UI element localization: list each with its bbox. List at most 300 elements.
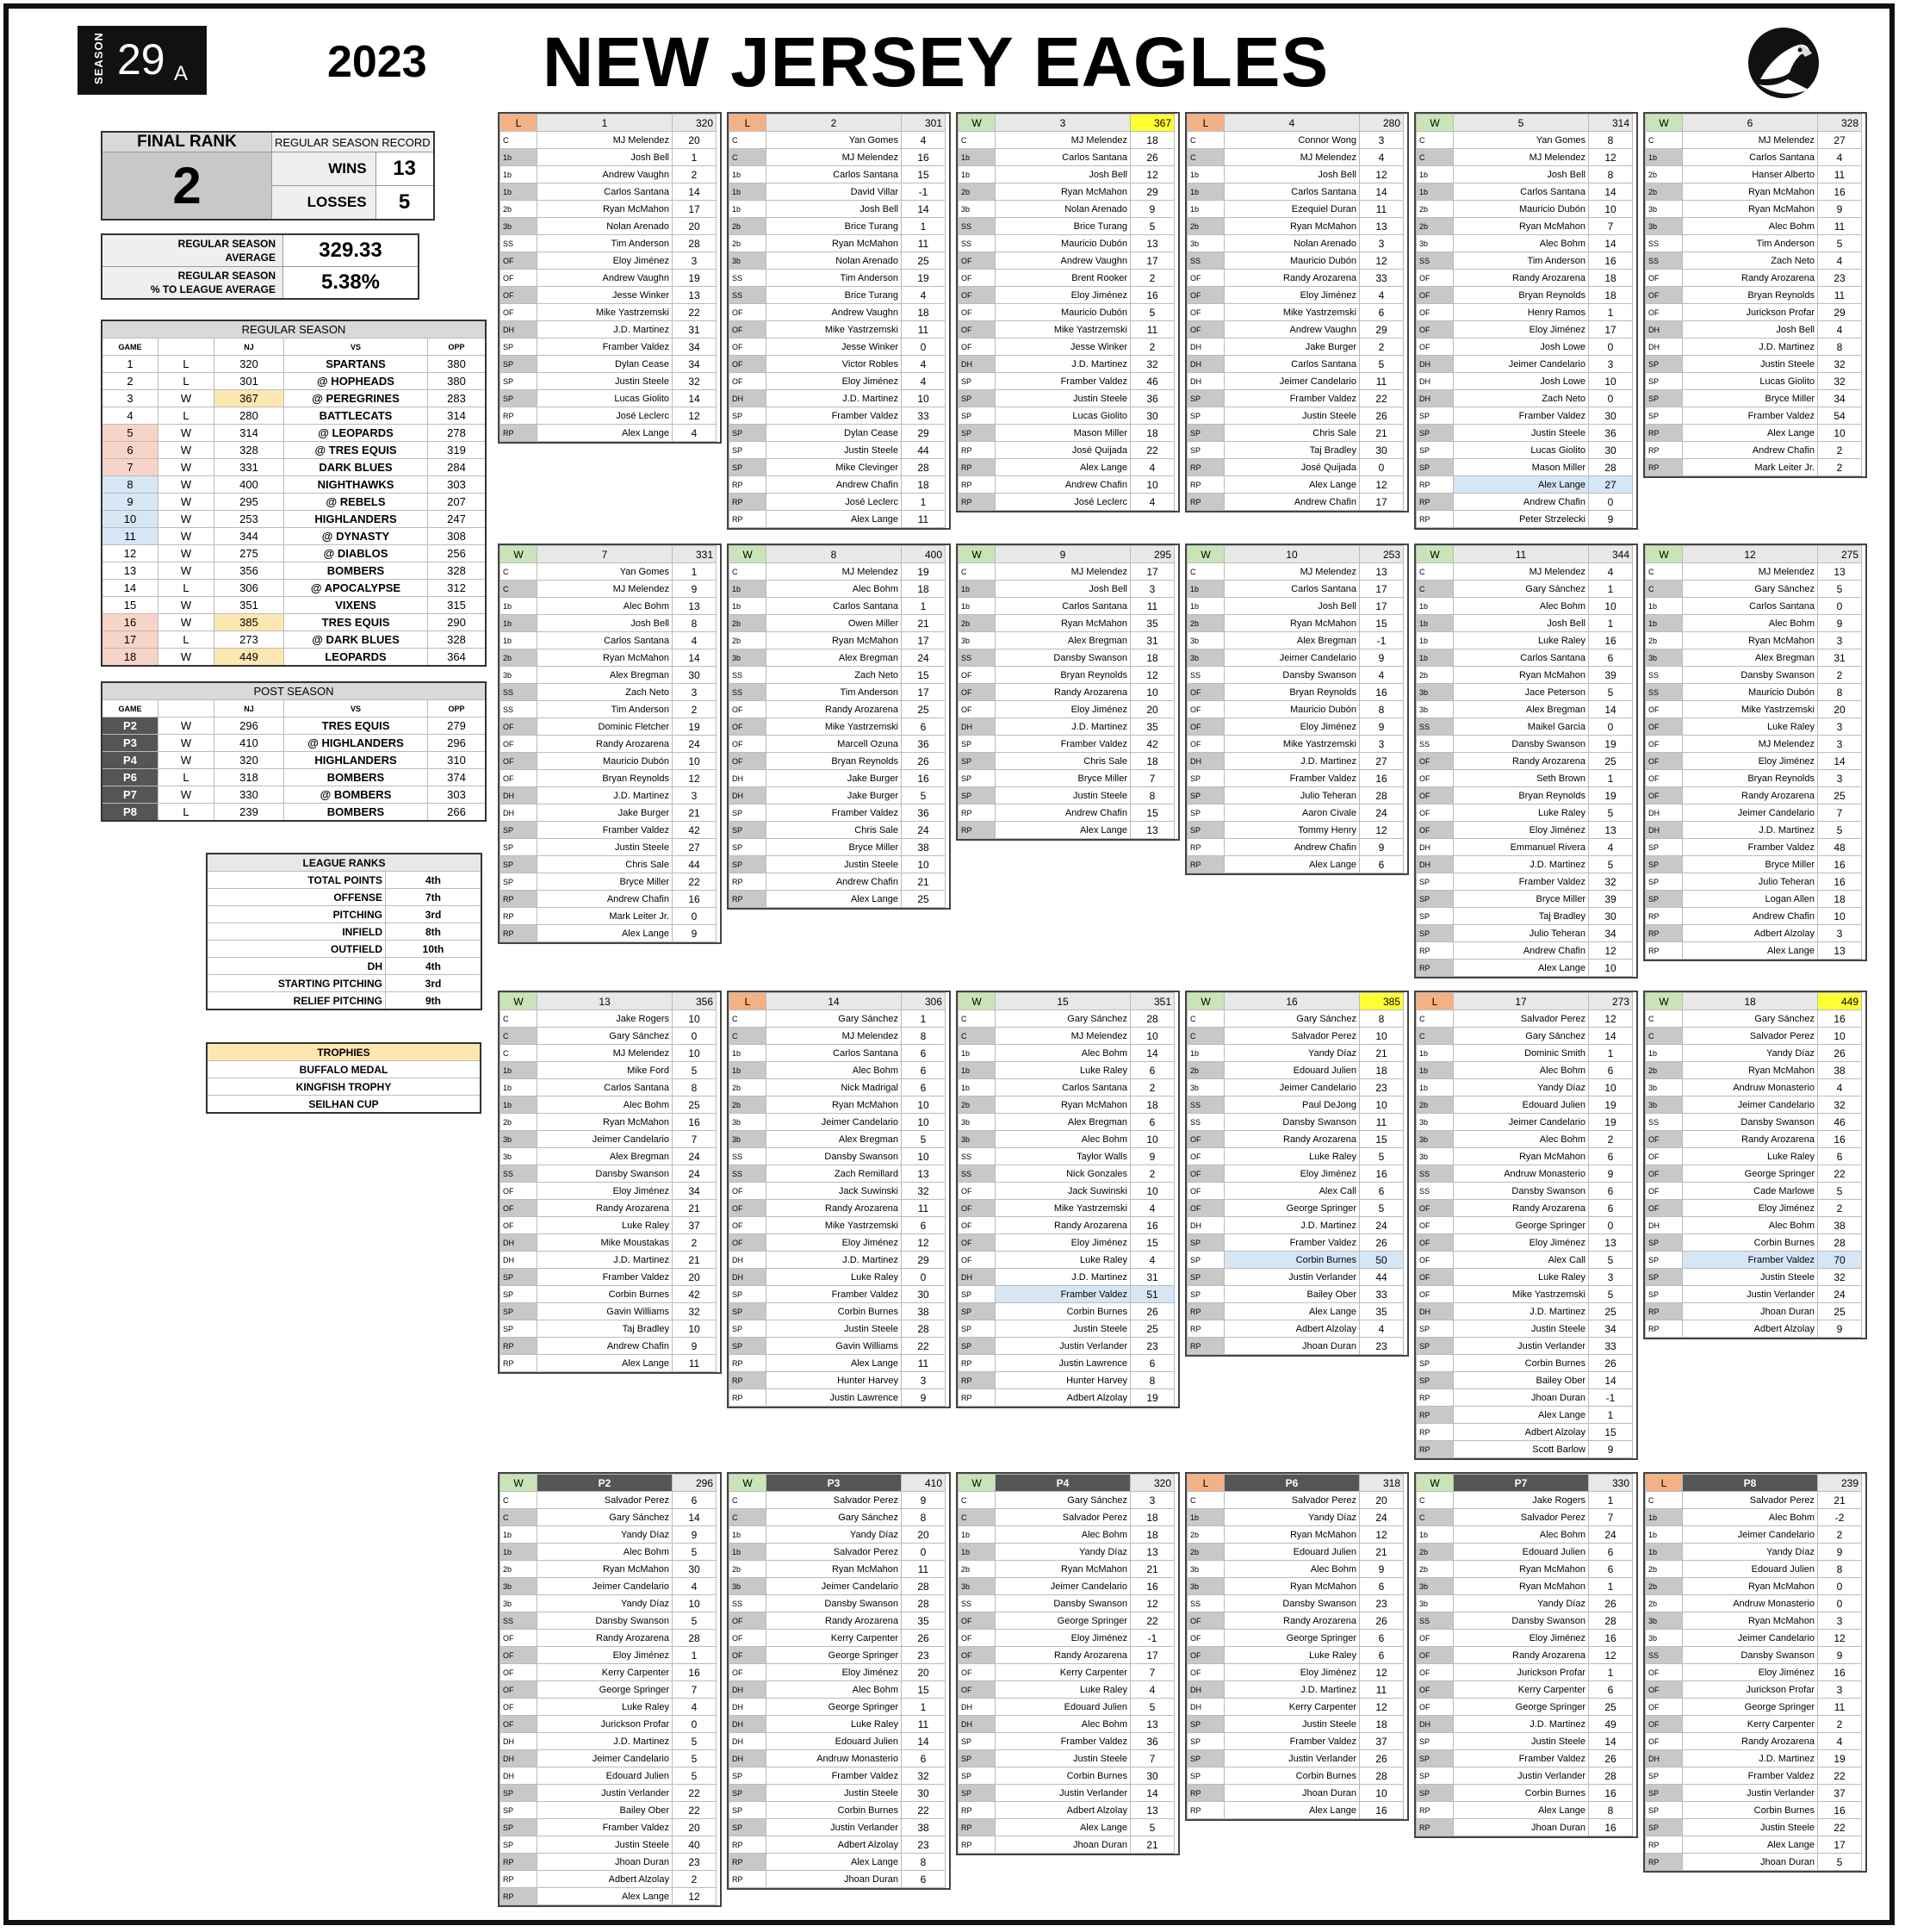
position-cell: SP [1646,1269,1683,1286]
score-cell: 367 [214,390,284,407]
player-name: Randy Arozarena [996,1217,1131,1234]
game-cell: P3 [102,735,158,752]
position-cell: SP [729,1767,766,1785]
position-cell: RP [1417,1389,1454,1407]
player-name: Salvador Perez [1454,1509,1589,1526]
position-cell: SP [959,390,996,407]
result-badge: W [959,546,996,563]
player-row [1417,873,1633,891]
player-row [1646,1028,1862,1045]
opp-score-cell: 319 [428,442,487,459]
position-cell: SP [729,1303,766,1320]
player-name: Andrew Chafin [766,476,902,494]
position-cell: 1b [1646,615,1683,632]
player-row [729,1252,946,1269]
player-name: Randy Arozarena [1454,270,1589,287]
player-points: 1 [1589,1492,1633,1509]
player-row [729,632,946,649]
position-cell: SP [1188,425,1225,442]
player-points: 9 [1589,511,1633,528]
player-row [1646,407,1862,425]
player-row [500,304,717,321]
player-points: 9 [1360,649,1404,667]
player-points: 25 [902,252,946,270]
player-points: 9 [673,925,717,942]
player-points: 6 [1818,1148,1862,1165]
opponent-cell: @ LEOPARDS [284,425,428,442]
position-cell: OF [1646,1148,1683,1165]
player-name: Jurickson Profar [537,1716,673,1733]
position-cell: C [500,563,537,581]
player-points: 26 [1131,1303,1175,1320]
player-name: Jake Burger [1225,339,1360,356]
position-cell: DH [729,1733,766,1750]
player-name: Logan Allen [1683,891,1818,908]
position-cell: RP [1417,511,1454,528]
position-cell: DH [1417,1716,1454,1733]
player-points: 4 [1360,667,1404,684]
table-row [102,442,486,459]
player-row [1417,459,1633,476]
player-row [1646,667,1862,684]
player-points: 10 [1589,373,1633,390]
player-name: Mauricio Dubón [1225,701,1360,718]
losses-value: 5 [375,186,434,221]
player-name: Bailey Ober [537,1802,673,1819]
player-points: 1 [1589,770,1633,787]
score-cell: 275 [214,545,284,562]
player-points: 13 [1818,563,1862,581]
player-row [1417,1114,1633,1131]
player-points: 12 [1589,1647,1633,1664]
score-cell: 280 [214,407,284,425]
position-cell: 1b [1417,1045,1454,1062]
player-name: Dominic Fletcher [537,718,673,736]
player-name: Eloy Jiménez [537,252,673,270]
player-points: 10 [902,390,946,407]
player-points: 17 [902,632,946,649]
player-name: Justin Steele [996,787,1131,804]
position-cell: SP [729,822,766,839]
player-name: Salvador Perez [766,1492,902,1509]
position-cell: 1b [729,581,766,598]
player-name: Mike Yastrzemski [1454,1286,1589,1303]
player-points: 4 [1131,1681,1175,1699]
result-cell: W [158,752,214,769]
player-name: Ryan McMahon [537,1561,673,1578]
opp-score-cell: 256 [428,545,487,562]
player-row [959,1217,1175,1234]
player-row [729,1561,946,1578]
position-cell: RP [729,1871,766,1888]
position-cell: 2b [1188,1062,1225,1079]
player-row [1646,632,1862,649]
player-name: Randy Arozarena [1683,787,1818,804]
player-name: Salvador Perez [1454,1010,1589,1028]
position-cell: DH [959,718,996,736]
player-name: Randy Arozarena [1454,1200,1589,1217]
player-points: 23 [673,1854,717,1871]
position-cell: OF [1646,1165,1683,1183]
position-cell: SP [1417,442,1454,459]
position-cell: C [500,132,537,149]
position-cell: OF [1417,1286,1454,1303]
position-cell: 1b [1188,183,1225,201]
player-name: J.D. Martinez [1454,1303,1589,1320]
player-row [500,1836,717,1854]
game-box [956,112,1180,513]
player-name: Jake Burger [537,804,673,822]
player-points: 24 [1360,1509,1404,1526]
player-points: 29 [902,425,946,442]
player-name: George Springer [766,1647,902,1664]
position-cell: OF [729,373,766,390]
position-cell: SP [1417,459,1454,476]
player-name: Andrew Chafin [1225,494,1360,511]
player-name: Eloy Jiménez [1454,1630,1589,1647]
player-points: 4 [1818,321,1862,339]
player-name: Alex Bregman [1225,632,1360,649]
position-cell: SP [729,1338,766,1355]
position-cell: DH [1417,839,1454,856]
opp-score-cell: 290 [428,614,487,631]
game-box [727,991,951,1408]
player-row [1417,511,1633,528]
position-cell: C [500,1509,537,1526]
player-name: Edouard Julien [1225,1544,1360,1561]
position-cell: 3b [500,1578,537,1595]
position-cell: SP [1646,891,1683,908]
result-cell: W [158,545,214,562]
player-points: 0 [1589,718,1633,736]
player-name: Ryan McMahon [1683,183,1818,201]
player-row [1646,356,1862,373]
player-name: MJ Melendez [537,1045,673,1062]
player-name: Eloy Jiménez [766,373,902,390]
player-row [1417,649,1633,667]
player-row [500,149,717,166]
position-cell: OF [1646,753,1683,770]
position-cell: SP [729,1819,766,1836]
game-box [498,1472,722,1907]
player-points: 18 [1360,1062,1404,1079]
player-name: Andrew Chafin [537,1338,673,1355]
player-name: Ryan McMahon [766,1561,902,1578]
position-cell: DH [729,1252,766,1269]
opp-score-cell: 328 [428,562,487,580]
player-name: Jurickson Profar [1454,1664,1589,1681]
player-name: Salvador Perez [1225,1492,1360,1509]
player-name: Gary Sánchez [537,1028,673,1045]
score-cell: 295 [214,494,284,511]
position-cell: C [1417,1010,1454,1028]
game-number: P2 [537,1475,673,1492]
position-cell: DH [959,1699,996,1716]
game-box [1414,112,1638,530]
player-row [500,1062,717,1079]
player-name: Randy Arozarena [537,1630,673,1647]
player-name: Framber Valdez [1683,839,1818,856]
game-total: 239 [1818,1475,1862,1492]
score-cell: 320 [214,752,284,769]
player-points: 6 [902,1079,946,1096]
game-box [1643,991,1867,1339]
player-row [729,667,946,684]
player-row [1417,736,1633,753]
position-cell: RP [959,1802,996,1819]
position-cell: OF [959,1612,996,1630]
player-row [500,787,717,804]
player-row [1417,1303,1633,1320]
player-points: 16 [1360,1165,1404,1183]
player-points: 21 [1818,1492,1862,1509]
position-cell: RP [959,1372,996,1389]
position-cell: OF [729,304,766,321]
table-title: POST SEASON [102,682,486,700]
player-name: Taylor Walls [996,1148,1131,1165]
position-cell: SS [729,1595,766,1612]
player-name: J.D. Martinez [996,1269,1131,1286]
player-points: 9 [1818,615,1862,632]
player-row [1188,1010,1404,1028]
player-name: Ryan McMahon [537,649,673,667]
game-box [498,544,722,944]
game-box [727,1472,951,1890]
score-cell: 296 [214,718,284,735]
position-cell: SS [729,1148,766,1165]
player-name: Salvador Perez [537,1492,673,1509]
player-points: 25 [1589,1699,1633,1716]
game-cell: 7 [102,459,158,476]
player-row [1417,1389,1633,1407]
player-row [959,1785,1175,1802]
player-name: Mike Yastrzemski [996,1200,1131,1217]
player-name: Andruw Monasterio [766,1750,902,1767]
position-cell: OF [1417,1681,1454,1699]
player-name: Randy Arozarena [1454,1647,1589,1664]
game-cell: 6 [102,442,158,459]
player-name: Ryan McMahon [1683,1578,1818,1595]
player-name: Gary Sánchez [996,1010,1131,1028]
player-name: Justin Steele [1683,356,1818,373]
player-row [1188,1544,1404,1561]
player-name: Edouard Julien [1683,1561,1818,1578]
player-row [500,736,717,753]
player-points: 6 [902,1045,946,1062]
position-cell: SP [959,1785,996,1802]
player-row [959,1079,1175,1096]
player-row [1646,1010,1862,1028]
game-number: 9 [996,546,1131,563]
position-cell: 1b [959,1544,996,1561]
score-cell: 331 [214,459,284,476]
position-cell: SP [1188,1252,1225,1269]
position-cell: RP [729,873,766,891]
player-points: 42 [673,822,717,839]
player-name: Andrew Chafin [766,873,902,891]
player-name: Framber Valdez [1683,1252,1818,1269]
player-points: 24 [1360,804,1404,822]
position-cell: SS [1417,1183,1454,1200]
player-name: Andrew Vaughn [537,166,673,183]
table-row [102,373,486,390]
position-cell: 2b [1646,183,1683,201]
result-cell: W [158,718,214,735]
opp-score-cell: 312 [428,580,487,597]
player-name: Ryan McMahon [996,615,1131,632]
result-badge: W [1188,993,1225,1010]
column-header: OPP [428,339,487,356]
player-name: Alec Bohm [766,581,902,598]
player-row [1646,908,1862,925]
player-name: Alex Bregman [766,649,902,667]
player-points: 10 [1589,1079,1633,1096]
player-points: 23 [1818,270,1862,287]
player-name: Ezequiel Duran [1225,201,1360,218]
position-cell: DH [500,1252,537,1269]
player-points: 16 [902,149,946,166]
position-cell: SP [1417,873,1454,891]
player-row [1646,166,1862,183]
position-cell: OF [1188,1664,1225,1681]
player-row [959,1045,1175,1062]
position-cell: DH [729,1681,766,1699]
summary-box [101,131,435,221]
regular-season-table [101,320,487,667]
player-row [959,1183,1175,1200]
player-points: 9 [1818,1544,1862,1561]
player-name: Corbin Burnes [1454,1355,1589,1372]
player-name: Justin Steele [1683,1819,1818,1836]
player-row [1188,339,1404,356]
player-name: Andruw Monasterio [1454,1165,1589,1183]
game-box [1185,1472,1409,1821]
player-points: 35 [902,1612,946,1630]
player-name: Justin Steele [766,1320,902,1338]
position-cell: RP [1646,925,1683,942]
position-cell: SP [500,856,537,873]
player-points: 12 [1360,1699,1404,1716]
position-cell: 2b [1646,1561,1683,1578]
player-row [1646,1785,1862,1802]
player-row [1188,166,1404,183]
position-cell: RP [500,425,537,442]
player-row [729,649,946,667]
player-name: Bryce Miller [1683,390,1818,407]
player-row [729,166,946,183]
opp-score-cell: 310 [428,752,487,769]
position-cell: RP [729,1836,766,1854]
player-name: Alec Bohm [996,1716,1131,1733]
player-name: Adbert Alzolay [537,1871,673,1888]
position-cell: SS [729,667,766,684]
player-points: 22 [902,1802,946,1819]
game-cell: 17 [102,631,158,649]
player-row [959,1303,1175,1320]
player-name: Carlos Santana [766,598,902,615]
player-points: 34 [1589,1320,1633,1338]
player-name: Carlos Santana [537,183,673,201]
opp-score-cell: 279 [428,718,487,735]
player-name: Dansby Swanson [1454,736,1589,753]
player-name: MJ Melendez [1683,132,1818,149]
player-name: Framber Valdez [1225,1733,1360,1750]
player-name: Jeimer Candelario [1225,1079,1360,1096]
player-name: Jack Suwinski [996,1183,1131,1200]
player-points: 10 [1131,1028,1175,1045]
position-cell: 3b [959,1578,996,1595]
position-cell: RP [1188,494,1225,511]
player-row [1188,615,1404,632]
position-cell: OF [500,1647,537,1664]
player-points: 12 [1131,166,1175,183]
player-points: 1 [902,494,946,511]
player-points: 4 [673,1699,717,1716]
position-cell: SP [1188,1234,1225,1252]
position-cell: 2b [729,615,766,632]
player-name: Eloy Jiménez [1225,1165,1360,1183]
player-name: Alec Bohm [537,598,673,615]
position-cell: RP [1188,1785,1225,1802]
player-points: 14 [673,1509,717,1526]
player-points: 4 [902,356,946,373]
player-row [1646,942,1862,960]
opponent-cell: @ DIABLOS [284,545,428,562]
player-points: 37 [1818,1785,1862,1802]
player-points: 26 [1818,1045,1862,1062]
position-cell: RP [500,1355,537,1372]
player-points: 16 [1818,873,1862,891]
position-cell: 1b [500,1526,537,1544]
player-row [1646,891,1862,908]
position-cell: OF [1188,1630,1225,1647]
player-row [959,736,1175,753]
player-row [959,1526,1175,1544]
player-points: 3 [1818,632,1862,649]
player-name: Josh Bell [996,581,1131,598]
player-points: 28 [673,1630,717,1647]
position-cell: SP [959,736,996,753]
player-row [1417,1234,1633,1252]
player-name: Andrew Chafin [996,804,1131,822]
result-cell: L [158,804,214,822]
position-cell: 3b [500,1595,537,1612]
player-points: 31 [1818,649,1862,667]
player-name: Justin Verlander [1683,1286,1818,1303]
player-name: J.D. Martinez [996,356,1131,373]
player-points: 5 [1131,304,1175,321]
position-cell: RP [1646,425,1683,442]
player-points: -1 [1589,1389,1633,1407]
score-cell: 410 [214,735,284,752]
player-points: 36 [1131,1733,1175,1750]
player-points: 12 [673,1888,717,1905]
player-name: José Quijada [996,442,1131,459]
player-points: 1 [902,218,946,235]
player-row [1417,218,1633,235]
player-points: 26 [1360,1612,1404,1630]
player-row [1646,235,1862,252]
position-cell: 1b [1188,166,1225,183]
player-points: 36 [902,804,946,822]
player-name: Nolan Arenado [996,201,1131,218]
player-row [729,235,946,252]
position-cell: DH [1646,321,1683,339]
player-name: Salvador Perez [1225,1028,1360,1045]
player-points: 7 [673,1681,717,1699]
player-points: 6 [1589,1561,1633,1578]
player-points: 14 [902,201,946,218]
